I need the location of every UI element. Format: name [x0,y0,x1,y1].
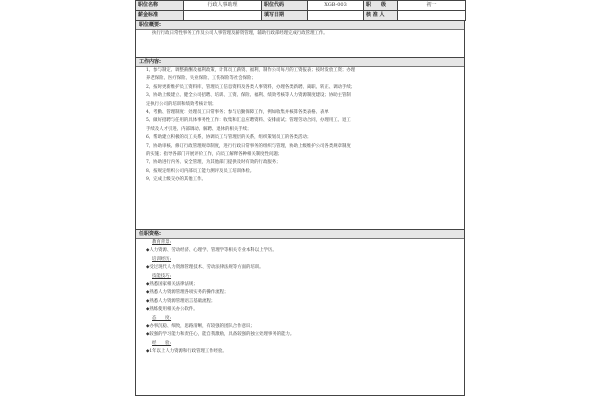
duties-list [136,67,464,185]
duty-item: 养老保险、医疗保险、失业保险、工伤保险等社会保险； [146,76,256,82]
education-item: ◆人力资源、劳动经济、心理学、管理学等相关专业本科以上学历。 [146,248,277,254]
duty-item: 6、帮助建立积极的员工关系，协调员工与管理层的关系，组织策划员工的各类活动； [146,135,312,141]
summary-text-block [136,30,464,38]
duty-item: 1、参与制定、调整薪酬及福利政策，计算员工薪资、福利，制作公司每月的工资报表；按时发放工资；办理 [146,68,356,73]
header-row-2 [136,11,466,21]
qualifications-list [136,239,464,357]
duty-item: 7、协助审核、修订行政管理规章制度，进行行政日常事务的组织与管理，协助上级维护公司各类规章制度 [146,143,351,149]
skill-item: ◆熟悉人力资源管理各项实务的操作流程； [146,290,229,296]
job-description-sheet [135,0,465,398]
duty-item: 8、按规定组织公司内部员工能力测评及员工培训体检。 [146,168,255,174]
summary-text: 执行行政日常性事务工作及公司人事管理及薪资管理，辅助行政部经理完成行政管理工作。 [152,31,328,36]
qualifications-section [135,230,465,396]
header-row-1 [136,1,466,11]
duty-item: 7、协助进行内务、安全管理，为其他部门提供及时有效的行政服务； [146,160,281,166]
skill-item: ◆熟悉国家相关法律法规； [146,282,198,288]
skills-heading: 技能技巧: [152,273,172,279]
experience-heading: 经 验: [152,340,172,346]
training-heading: 培训经历: [152,256,172,262]
duty-item: 定执行公司的培训和绩效考核计划； [146,101,217,107]
experience-item: ◆1年以上人力资源和行政管理工作经验。 [146,349,227,355]
duty-item: 手续及人才引进、内部调动、解聘、退休的相关手续； [146,126,252,132]
duty-item: 4、考勤、管理制度：处理员工日常事务；参与后勤保障工作，例如收集并核算各类表格、表单 [146,110,329,116]
job-code-label: 职位代码 [262,1,308,11]
attitude-item: ◆办事沉稳、细致，思路清晰，有较强的团队合作意识； [146,324,255,330]
duties-section [135,58,465,230]
summary-section [135,21,465,58]
qualifications-title: 任职资格: [136,230,464,239]
approver-label: 核 准 人 [364,11,398,21]
duty-item: 2、按时更新维护员工资料库，管理员工信息资料及各类人事资料，办理各类新聘、离职、转正、调动手续； [146,84,356,90]
attitude-item: ◆较强的学习能力和责任心，能自我激励，具备较强的独立处理事务的能力。 [146,332,295,338]
skill-item: ◆熟练使用相关办公软件。 [146,307,198,313]
salary-value [184,11,262,21]
duties-title: 工作内容: [136,58,464,67]
header-table [135,0,466,21]
job-level-label: 职 级 [364,1,398,11]
duty-item: 3、协助上级建立、健全公司招聘、培训、工资、保险、福利、绩效考核等人力资源制度建设；协助主管制 [146,93,351,99]
duty-item: 9、完成上级交办的其他工作。 [146,177,206,183]
job-level-value: 初一 [398,1,466,11]
salary-label: 薪金标准 [136,11,184,21]
education-heading: 教育背景: [152,240,172,245]
skill-item: ◆熟悉人力资源管理语言基础流程； [146,298,216,304]
summary-title: 职位概要: [136,21,464,30]
fill-date-label: 填写日期 [262,11,308,21]
job-code-value: XGB-003 [308,1,364,11]
job-title-label: 职位名称 [136,1,184,11]
training-item: ◆受过现代人力资源管理技术、劳动法律法规等方面的培训。 [146,265,264,271]
fill-date-value [308,11,364,21]
job-title-value: 行政人事助理 [184,1,262,11]
attitude-heading: 态 度: [152,315,172,321]
approver-value [398,11,466,21]
duty-item: 的实施；指导各部门开展评价工作，向员工解释各种相关制度性问题； [146,152,283,158]
duty-item: 5、做好招聘与任用的具体事务性工作：收集和汇总应聘资料、安排面试；管理劳动合同，办理用工、退工 [146,118,351,124]
